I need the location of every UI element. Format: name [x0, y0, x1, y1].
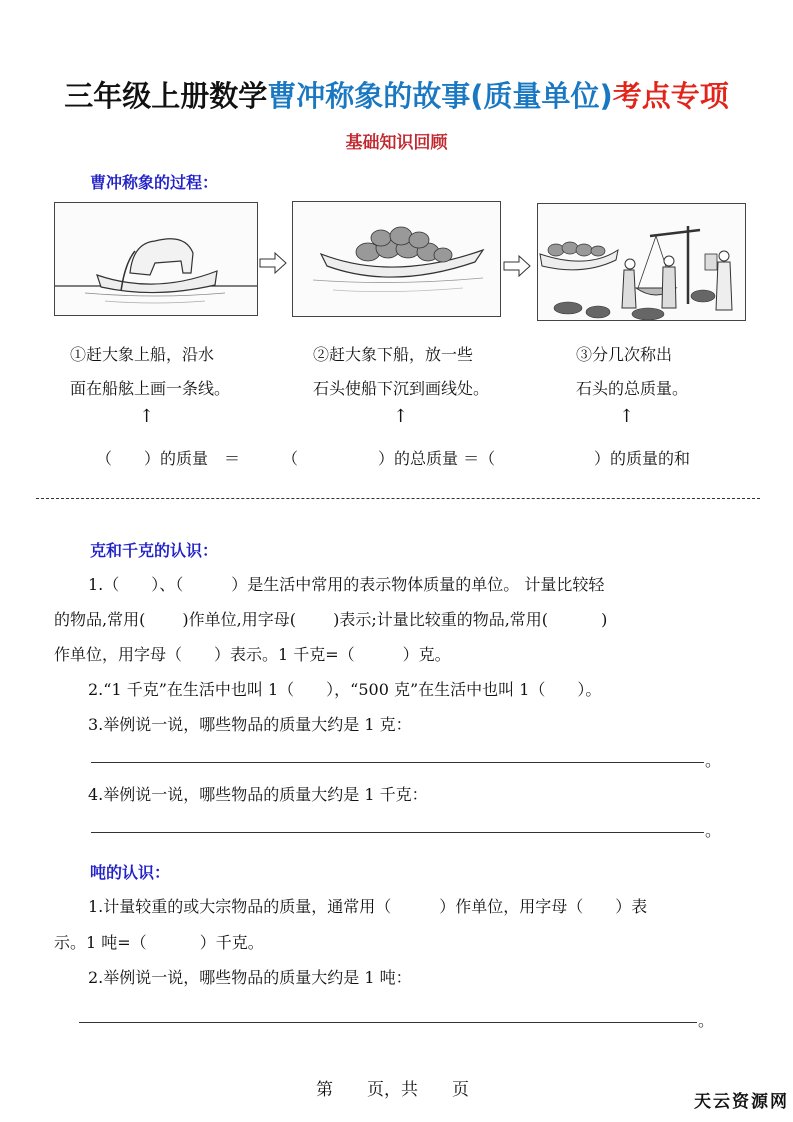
ton-q2: 2.举例说一说，哪些物品的质量大约是 1 吨： — [88, 968, 412, 987]
arrow-up-icon: ↑ — [619, 406, 635, 427]
stones-on-boat-illustration — [292, 201, 501, 317]
brand-watermark: 天云资源网 — [694, 1092, 789, 1112]
grams-q1-line3: 作单位，用字母（ ）表示。1 千克=（ ）克。 — [54, 645, 451, 664]
equation-part-1: （ ）的质量 ＝ — [96, 449, 241, 468]
section-divider — [36, 498, 760, 499]
grams-q1-line2: 的物品,常用( )作单位,用字母( )表示;计量比较重的物品,常用( ) — [54, 610, 608, 629]
grams-q2: 2.“1 千克”在生活中也叫 1（ ），“500 克”在生活中也叫 1（ ）。 — [88, 680, 602, 699]
step-2-caption: ②赶大象下船，放一些 石头使船下沉到画线处。 — [313, 345, 490, 398]
answer-line-q3[interactable] — [91, 762, 704, 763]
arrow-up-icon: ↑ — [393, 406, 409, 427]
weighing-stones-illustration — [537, 203, 746, 321]
step-3-caption: ③分几次称出 石头的总质量。 — [576, 345, 689, 398]
answer-line-ton[interactable] — [79, 1022, 697, 1023]
title-suffix: 考点专项 — [612, 79, 729, 113]
step-1-caption: ①赶大象上船，沿水 面在船舷上画一条线。 — [70, 345, 231, 398]
line-end-period: 。 — [698, 1011, 715, 1030]
line-end-period: 。 — [705, 751, 722, 770]
ton-q1-line2: 示。1 吨=（ ）千克。 — [54, 933, 264, 952]
elephant-on-boat-illustration — [54, 202, 258, 316]
arrow-right-icon — [503, 255, 531, 277]
page-title — [0, 74, 793, 115]
title-topic: 曹冲称象的故事(质量单位) — [267, 79, 613, 113]
grams-q4: 4.举例说一说，哪些物品的质量大约是 1 千克： — [88, 785, 428, 804]
page-number: 第 页，共 页 — [316, 1080, 469, 1100]
answer-line-q4[interactable] — [91, 832, 704, 833]
arrow-right-icon — [259, 252, 287, 274]
ton-q1-line1: 1.计量较重的或大宗物品的质量，通常用（ ）作单位，用字母（ ）表 — [88, 897, 648, 916]
grams-q1-line1: 1.（ ）、（ ）是生活中常用的表示物体质量的单位。 计量比较轻 — [88, 575, 605, 594]
page-subtitle: 基础知识回顾 — [345, 133, 448, 153]
ton-heading: 吨的认识： — [90, 863, 171, 882]
grams-q3: 3.举例说一说，哪些物品的质量大约是 1 克： — [88, 715, 412, 734]
equation-part-3: ）的质量的和 — [530, 449, 691, 468]
arrow-up-icon: ↑ — [139, 406, 155, 427]
line-end-period: 。 — [705, 821, 722, 840]
process-heading: 曹冲称象的过程： — [90, 173, 219, 192]
title-grade: 三年级上册数学 — [64, 79, 268, 113]
grams-heading: 克和千克的认识： — [90, 541, 219, 560]
equation-part-2: （ ）的总质量 ＝（ — [282, 449, 496, 468]
